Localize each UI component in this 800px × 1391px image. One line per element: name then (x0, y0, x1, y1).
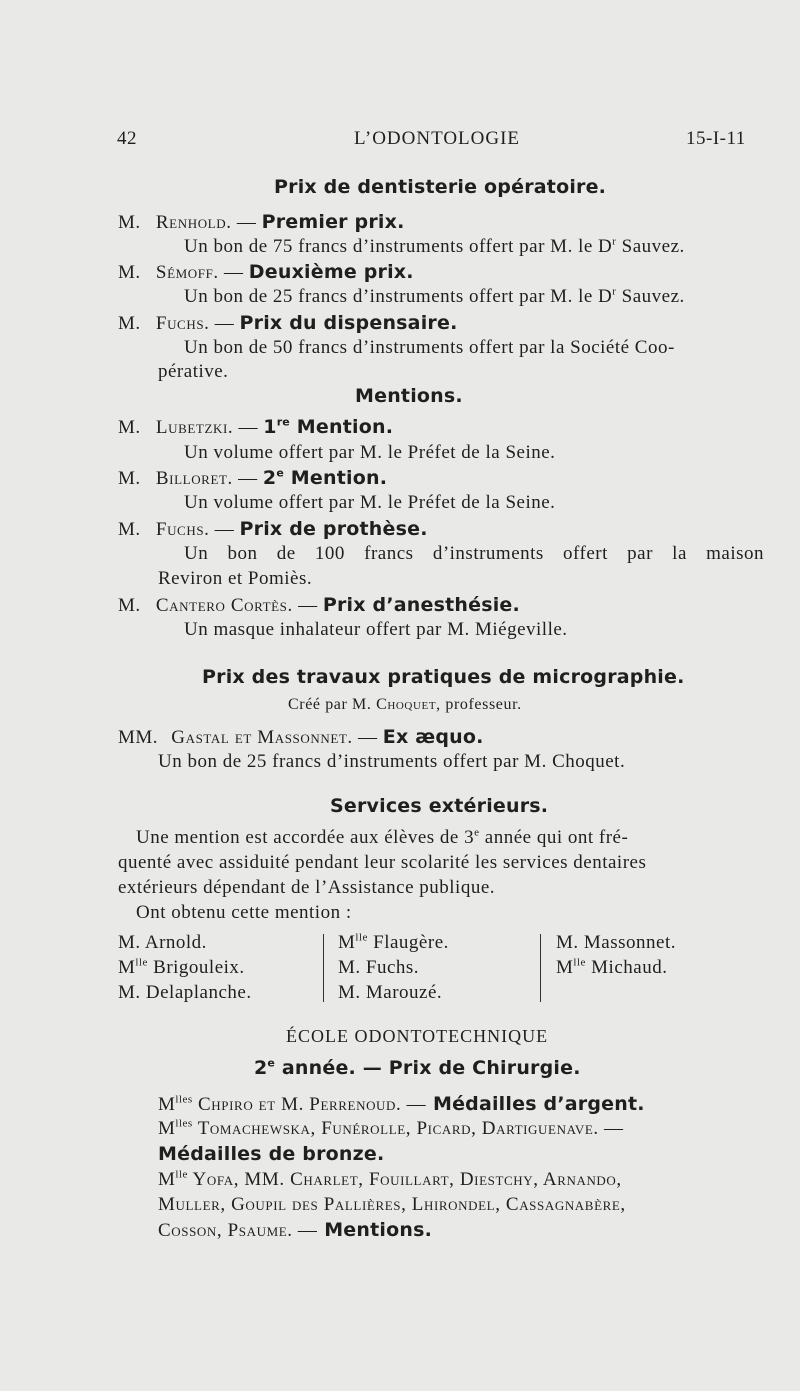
list-col2-row3: M. Marouzé. (338, 982, 443, 1003)
entry-yofa-line1: $M^{lle}$ Yofa, MM. Charlet, Fouillart, Diestchy, Arnando, (158, 1168, 622, 1190)
entry-tomachewska: $M^{lles}$ Tomachewska, Funérolle, Picard, Dartiguenave. — (158, 1117, 624, 1139)
page-number: 42 (117, 128, 137, 149)
list-col1-row1: M. Arnold. (118, 932, 207, 953)
entry-fuchs-prothese-desc1: Un bon de 100 francs d’instruments offert par la maison (184, 543, 765, 564)
entry-cantero-desc: Un masque inhalateur offert par M. Miégeville. (184, 619, 568, 640)
entry-cantero: M. Cantero Cortès. — Prix d’anesthésie. (118, 594, 520, 616)
entry-renhold-desc: Un bon de 75 francs d’instruments offert par M. le $D^r$ Sauvez. (184, 235, 685, 257)
list-col2-row1: $M^{lle}$ Flaugère. (338, 931, 449, 953)
entry-gastal-massonnet-desc: Un bon de 25 francs d’instruments offert par M. Choquet. (158, 751, 626, 772)
services-para-line3: extérieurs dépendant de l’Assistance publique. (118, 877, 496, 898)
entry-fuchs-dispensaire-desc1: Un bon de 50 francs d’instruments offert par la Société Coo- (184, 337, 675, 358)
column-divider-2 (540, 934, 541, 1002)
running-title: L’ODONTOLOGIE (354, 128, 521, 149)
services-para-line4: Ont obtenu cette mention : (136, 902, 352, 923)
entry-chpiro-perrenoud: $M^{lles}$ Chpiro et M. Perrenoud. — Médailles d’argent. (158, 1093, 645, 1115)
list-col1-row3: M. Delaplanche. (118, 982, 252, 1003)
list-col3-row1: M. Massonnet. (556, 932, 676, 953)
entry-lubetzki: M. Lubetzki. — 1re Mention. (118, 415, 394, 438)
entry-billoret: M. Billoret. — 2e Mention. (118, 466, 388, 489)
services-para-line1: Une mention est accordée aux élèves de 3e année qui ont fré- (136, 826, 629, 848)
entry-fuchs-prothese-desc2: Reviron et Pomiès. (158, 568, 313, 589)
entry-tomachewska-prize: Médailles de bronze. (158, 1143, 385, 1165)
micrographie-subtitle: Créé par M. Choquet, professeur. (288, 696, 522, 713)
entry-billoret-desc: Un volume offert par M. le Préfet de la Seine. (184, 492, 556, 513)
entry-fuchs-dispensaire-desc2: pérative. (158, 361, 229, 382)
list-col1-row2: $M^{lle}$ Brigouleix. (118, 956, 245, 978)
entry-yofa-line2: Muller, Goupil des Pallières, Lhirondel, Cassagnabère, (158, 1194, 626, 1215)
entry-fuchs-dispensaire: M. Fuchs. — Prix du dispensaire. (118, 312, 458, 334)
entry-semoff: M. Sémoff. — Deuxième prix. (118, 261, 414, 283)
services-para-line2: quenté avec assiduité pendant leur scolarité les services dentaires (118, 852, 647, 873)
column-divider-1 (323, 934, 324, 1002)
entry-lubetzki-desc: Un volume offert par M. le Préfet de la Seine. (184, 442, 556, 463)
entry-gastal-massonnet: MM. Gastal et Massonnet. — Ex æquo. (118, 726, 484, 748)
list-col2-row2: M. Fuchs. (338, 957, 420, 978)
section-title-services: Services extérieurs. (330, 795, 549, 817)
entry-yofa-line3: Cosson, Psaume. — Mentions. (158, 1219, 433, 1241)
section-title-micrographie: Prix des travaux pratiques de micrographie. (202, 666, 685, 688)
issue-date: 15-I-11 (686, 128, 746, 149)
entry-semoff-desc: Un bon de 25 francs d’instruments offert par M. le $D^r$ Sauvez. (184, 285, 685, 307)
section-title-ecole: ÉCOLE ODONTOTECHNIQUE (286, 1026, 549, 1046)
entry-fuchs-prothese: M. Fuchs. — Prix de prothèse. (118, 518, 428, 540)
section-title-operatoire: Prix de dentisterie opératoire. (274, 176, 607, 198)
list-col3-row2: $M^{lle}$ Michaud. (556, 956, 668, 978)
ecole-subtitle: 2e année. — Prix de Chirurgie. (254, 1056, 581, 1079)
section-title-mentions: Mentions. (355, 385, 463, 407)
entry-renhold: M. Renhold. — Premier prix. (118, 211, 405, 233)
